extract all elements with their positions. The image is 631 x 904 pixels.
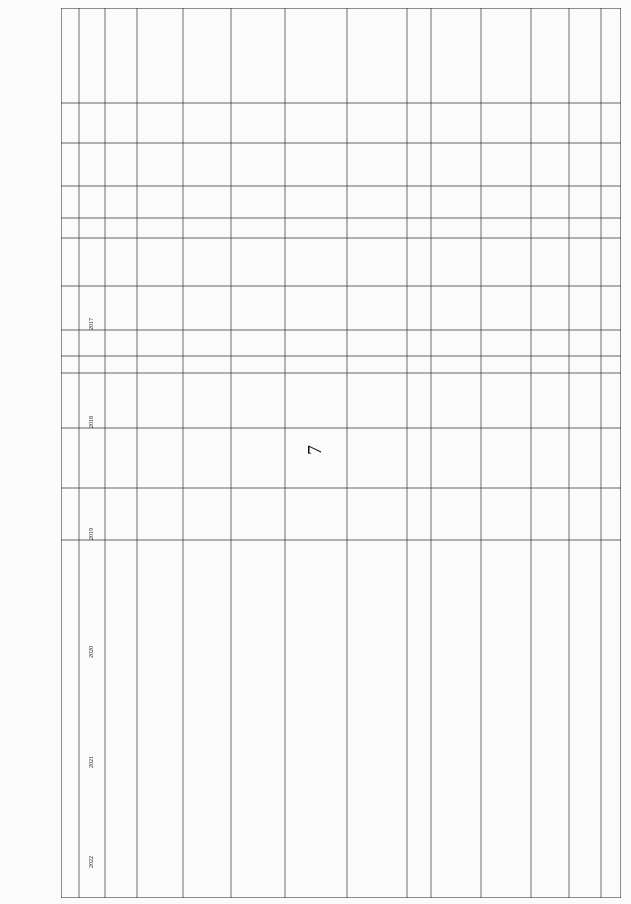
year-label: 2017	[89, 318, 95, 330]
year-label: 2019	[89, 528, 95, 540]
year-label: 2020	[89, 646, 95, 658]
table-grid	[61, 8, 621, 898]
page-number: 7	[304, 445, 326, 455]
table-grid-lines	[61, 8, 621, 898]
year-label: 2018	[89, 416, 95, 428]
year-label: 2022	[89, 856, 95, 868]
rotated-table	[61, 8, 621, 898]
table-year-labels	[89, 318, 95, 868]
year-label: 2021	[89, 756, 95, 768]
